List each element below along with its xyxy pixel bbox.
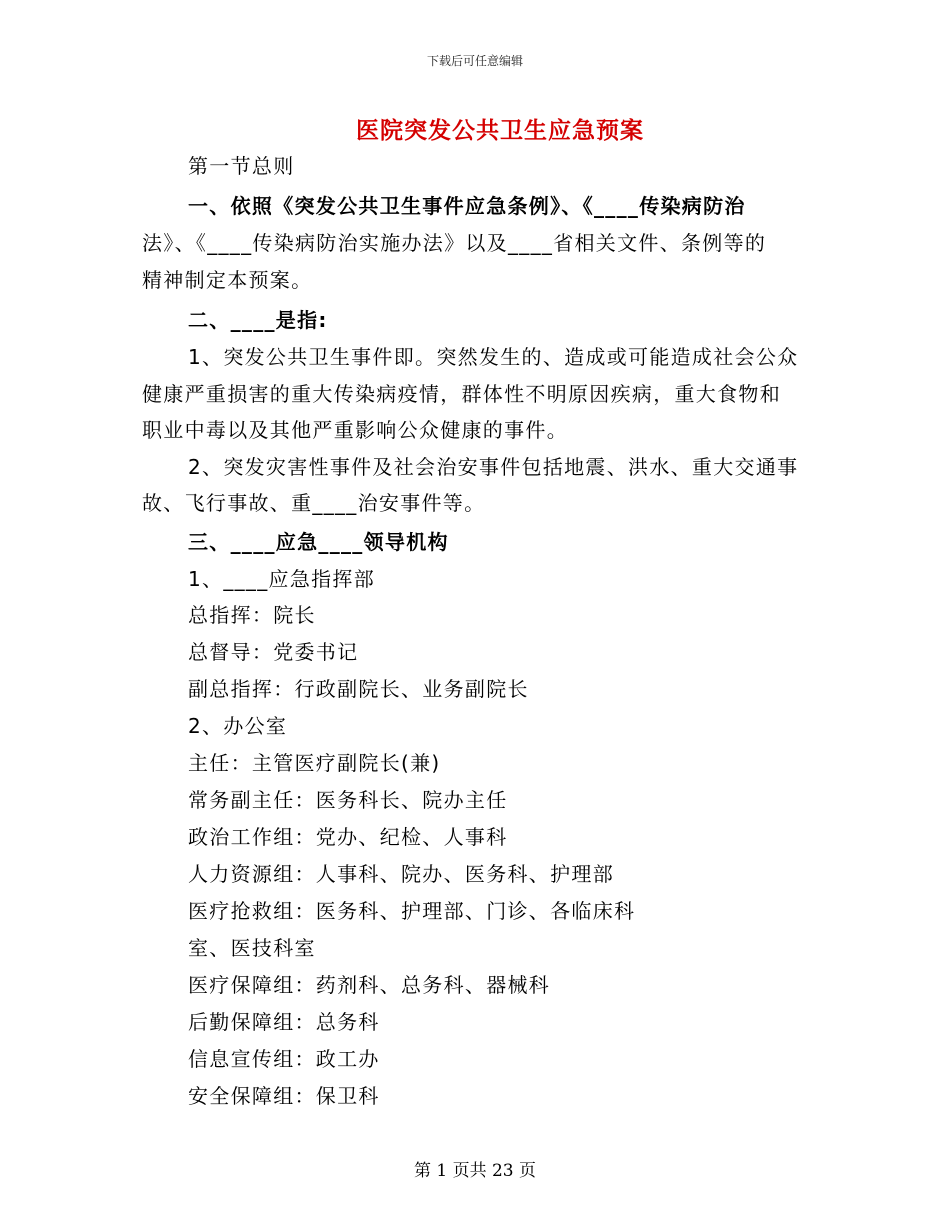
list-line: 医疗抢救组：医务科、护理部、门诊、各临床科 — [188, 899, 636, 923]
document-title: 医院突发公共卫生应急预案 — [356, 117, 644, 144]
paragraph-line: 2、突发灾害性事件及社会治安事件包括地震、洪水、重大交通事 — [188, 455, 799, 479]
paragraph-line: 故、飞行事故、重____治安事件等。 — [142, 491, 486, 515]
paragraph-line: 法》、《____传染病防治实施办法》以及____省相关文件、条例等的 — [142, 231, 767, 255]
list-line: 1、____应急指挥部 — [188, 567, 376, 591]
list-line: 副总指挥：行政副院长、业务副院长 — [188, 677, 529, 701]
list-line: 总指挥：院长 — [188, 603, 316, 627]
list-line: 政治工作组：党办、纪检、人事科 — [188, 825, 508, 849]
list-line: 安全保障组：保卫科 — [188, 1084, 380, 1108]
item-heading: 三、____应急____领导机构 — [188, 530, 449, 554]
page-footer: 第 1 页共 23 页 — [413, 1161, 537, 1181]
paragraph-line: 职业中毒以及其他严重影响公众健康的事件。 — [142, 418, 568, 442]
list-line: 总督导：党委书记 — [188, 640, 359, 664]
header-note: 下载后可任意编辑 — [426, 54, 523, 68]
list-line: 人力资源组：人事科、院办、医务科、护理部 — [188, 862, 614, 886]
list-line: 常务副主任：医务科长、院办主任 — [188, 788, 508, 812]
list-line: 主任：主管医疗副院长(兼) — [188, 751, 441, 775]
list-line: 信息宣传组：政工办 — [188, 1047, 380, 1071]
list-line: 医疗保障组：药剂科、总务科、器械科 — [188, 973, 551, 997]
paragraph-line: 1、突发公共卫生事件即。突然发生的、造成或可能造成社会公众 — [188, 345, 799, 369]
paragraph-line: 健康严重损害的重大传染病疫情，群体性不明原因疾病，重大食物和 — [142, 382, 781, 406]
paragraph-line: 精神制定本预案。 — [142, 268, 313, 292]
item-heading: 二、____是指: — [188, 308, 328, 332]
section-heading: 第一节总则 — [188, 154, 295, 178]
list-line: 后勤保障组：总务科 — [188, 1010, 380, 1034]
paragraph-line: 一、依照《突发公共卫生事件应急条例》、《____传染病防治 — [188, 194, 746, 218]
list-line: 室、医技科室 — [188, 936, 316, 960]
list-line: 2、办公室 — [188, 714, 288, 738]
